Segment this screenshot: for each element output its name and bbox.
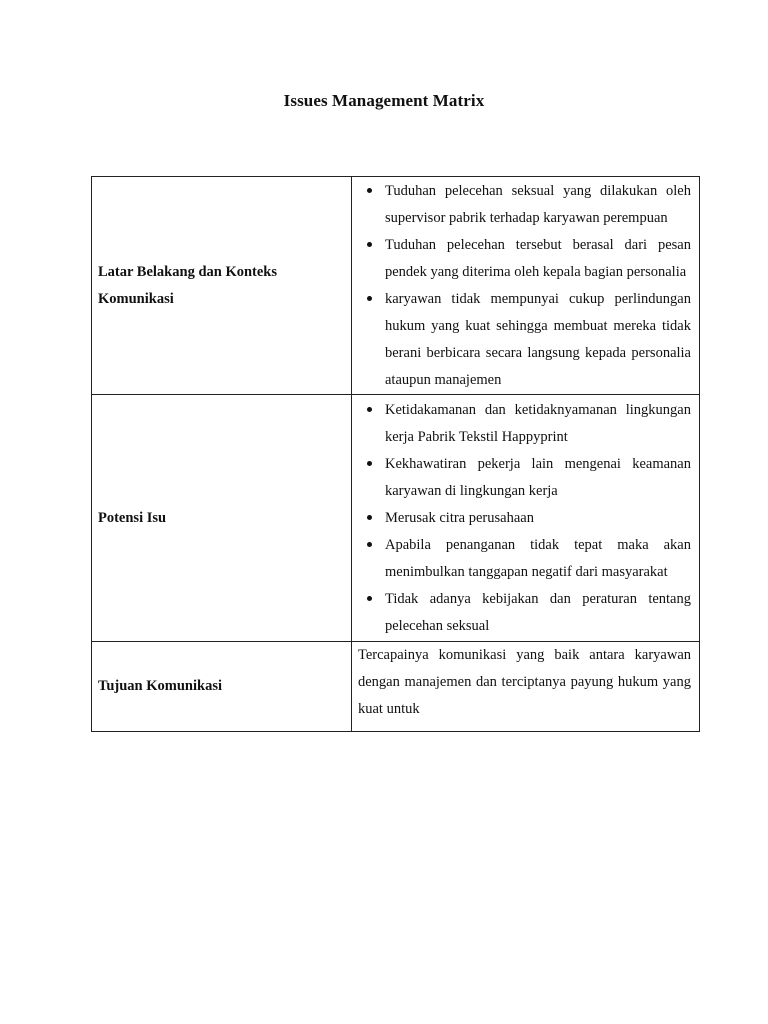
list-item-text: Tuduhan pelecehan seksual yang dilakukan oleh supervisor pabrik terhadap karyawan perempuan (385, 182, 691, 226)
list-item-text: karyawan tidak mempunyai cukup perlindungan hukum yang kuat sehingga membuat mereka tidak berani berbicara secara langsung kepada personalia ataupun manajemen (385, 290, 691, 388)
list-item-text: Tidak adanya kebijakan dan peraturan tentang pelecehan seksual (385, 590, 691, 634)
list-item-text: Ketidakamanan dan ketidaknyamanan lingkungan kerja Pabrik Tekstil Happyprint (385, 401, 691, 445)
list-item (358, 397, 691, 451)
row-label: Tujuan Komunikasi (92, 642, 352, 732)
list-item (358, 286, 691, 394)
bullet-list (358, 397, 691, 640)
table-row (92, 395, 700, 642)
list-item (358, 586, 691, 640)
document-title: Issues Management Matrix (283, 91, 485, 110)
table-row (92, 177, 700, 395)
bullet-icon (367, 296, 372, 301)
row-content (352, 177, 700, 395)
list-item (358, 178, 691, 232)
row-paragraph: Tercapainya komunikasi yang baik antara karyawan dengan manajemen dan terciptanya payung hukum yang kuat untuk (358, 647, 691, 717)
list-item (358, 451, 691, 505)
list-item (358, 232, 691, 286)
list-item-text: Merusak citra perusahaan (385, 509, 534, 526)
bullet-icon (367, 515, 372, 520)
bullet-icon (367, 242, 372, 247)
issues-matrix-table (91, 176, 700, 732)
list-item (358, 505, 691, 532)
row-label: Latar Belakang dan Konteks Komunikasi (92, 177, 352, 395)
bullet-icon (367, 596, 372, 601)
bullet-icon (367, 407, 372, 412)
bullet-icon (367, 188, 372, 193)
list-item-text: Kekhawatiran pekerja lain mengenai keamanan karyawan di lingkungan kerja (385, 455, 691, 499)
table-row (92, 642, 700, 732)
bullet-icon (367, 461, 372, 466)
row-label: Potensi Isu (92, 395, 352, 642)
row-content (352, 642, 700, 732)
row-content (352, 395, 700, 642)
bullet-icon (367, 542, 372, 547)
list-item-text: Apabila penanganan tidak tepat maka akan menimbulkan tanggapan negatif dari masyarakat (385, 536, 691, 580)
bullet-list (358, 178, 691, 394)
list-item (358, 532, 691, 586)
list-item-text: Tuduhan pelecehan tersebut berasal dari pesan pendek yang diterima oleh kepala bagian personalia (385, 236, 691, 280)
